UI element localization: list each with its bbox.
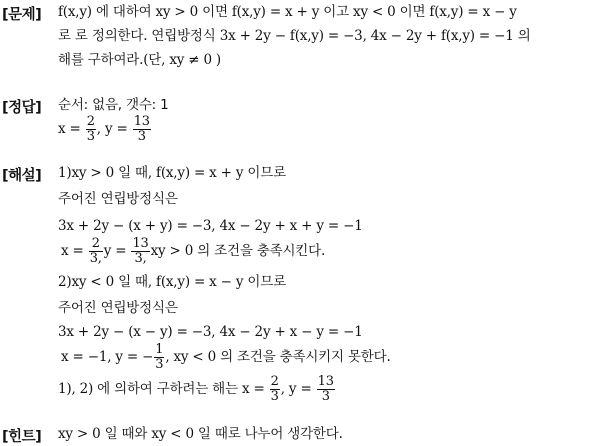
case1-y-fraction: $\frac{13}{3,}$ (132, 236, 149, 266)
answer-solution: x = $\frac{2}{3}$ , y = $\frac{13}{3}$ (58, 114, 150, 144)
case1-title: 1)xy > 0 일 때, f(x,y) = x + y 이므로 (58, 165, 286, 181)
case2-y-fraction: $\frac{1}{3}$ (155, 342, 164, 372)
conclusion: 1), 2) 에 의하여 구하려는 해는 x = $\frac{2}{3}$ , y = $\frac{13}{3}$ (58, 374, 334, 404)
hint-text: xy > 0 일 때와 xy < 0 일 때로 나누어 생각한다. (58, 426, 343, 442)
case2-system: 3x + 2y − (x − y) = −3, 4x − 2y + x − y = −1 (58, 324, 363, 340)
case2-title: 2)xy < 0 일 때, f(x,y) = x − y 이므로 (58, 274, 286, 290)
problem-line-1: f(x,y) 에 대하여 xy > 0 이면 f(x,y) = x + y 이고 xy < 0 이면 f(x,y) = x − y (58, 4, 517, 20)
answer-meta: 순서: 없음, 갯수: 1 (58, 97, 169, 113)
answer-label: [정답] (2, 100, 42, 116)
case2-result: x = −1, y = − $\frac{1}{3}$ , xy < 0 의 조건을 충족시키지 못한다. (61, 342, 391, 372)
problem-line-2: 로 로 정의한다. 연립방정식 3x + 2y − f(x,y) = −3, 4x − 2y + f(x,y) = −1 의 (58, 28, 531, 44)
hint-label: [힌트] (2, 429, 42, 445)
conclusion-y-fraction: $\frac{13}{3}$ (317, 374, 334, 404)
problem-line-3: 해를 구하여라.(단, xy ≠ 0 ) (58, 52, 222, 68)
conclusion-x-fraction: $\frac{2}{3}$ (270, 374, 279, 404)
problem-label: [문제] (2, 7, 42, 23)
case1-system: 3x + 2y − (x + y) = −3, 4x − 2y + x + y = −1 (58, 218, 363, 234)
case2-intro: 주어진 연립방정식은 (58, 300, 178, 316)
case1-intro: 주어진 연립방정식은 (58, 191, 178, 207)
answer-x-fraction: $\frac{2}{3}$ (86, 114, 95, 144)
case1-result: x = $\frac{2}{3,}$ y = $\frac{13}{3,}$ xy > 0 의 조건을 충족시킨다. (61, 236, 326, 266)
answer-y-fraction: $\frac{13}{3}$ (133, 114, 150, 144)
case1-x-fraction: $\frac{2}{3,}$ (89, 236, 102, 266)
solution-label: [해설] (2, 168, 42, 184)
